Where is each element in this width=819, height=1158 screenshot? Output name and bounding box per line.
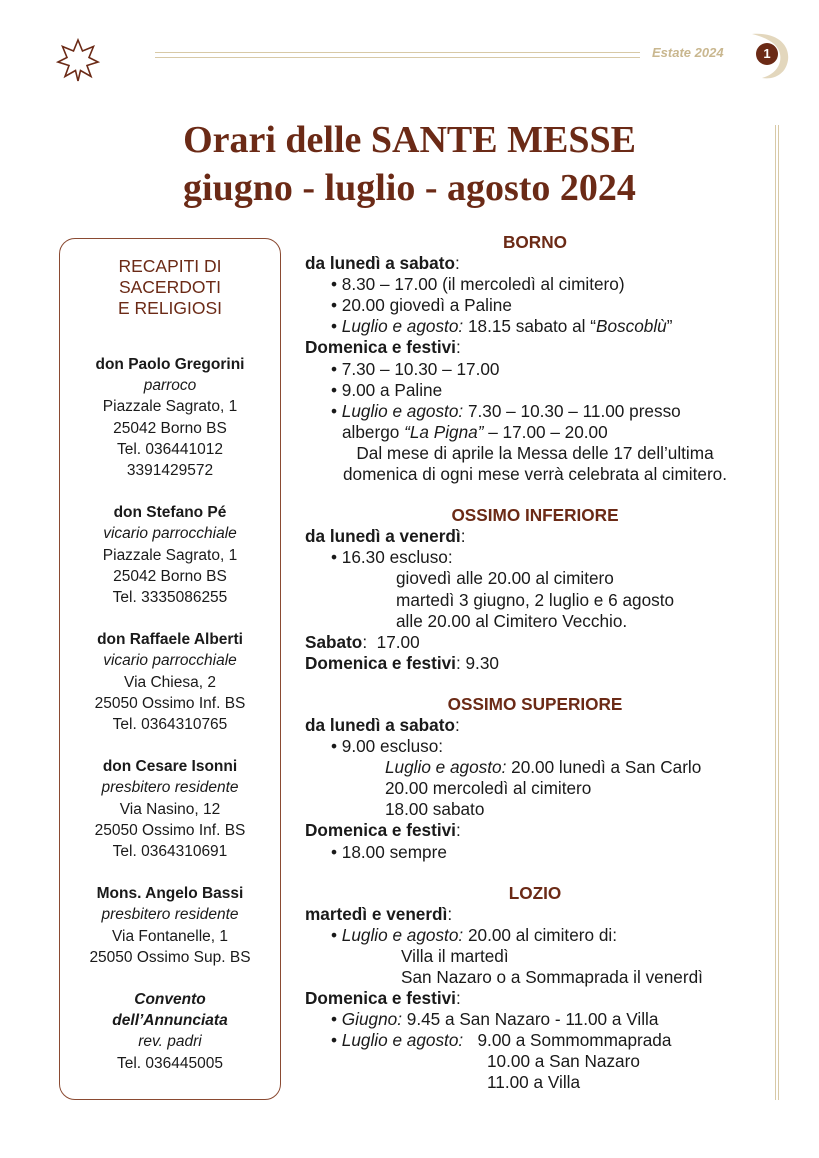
group-heading: Domenica e festivi: [305, 988, 461, 1009]
edition-label: Estate 2024 [652, 45, 724, 60]
contact-phone: Tel. 0364310691 [112, 843, 228, 861]
schedule-line: • Giugno: 9.45 a San Nazaro - 11.00 a Villa [331, 1009, 659, 1030]
group-heading: da lunedì a sabato: [305, 253, 460, 274]
schedule-line: • Luglio e agosto: 9.00 a Sommommaprada [331, 1030, 672, 1051]
contact-card-convent [60, 989, 280, 1074]
schedule-line: • 16.30 escluso: [331, 547, 453, 568]
header-rule [155, 57, 640, 58]
contact-address: Piazzale Sagrato, 1 [102, 398, 238, 416]
contact-address: Via Fontanelle, 1 [111, 927, 229, 945]
contact-name: don Stefano Pé [113, 504, 227, 522]
mass-schedule [305, 232, 765, 1094]
contacts-heading: RECAPITI DI SACERDOTI E RELIGIOSI [117, 256, 223, 318]
right-margin-rule [775, 125, 779, 1100]
schedule-line: • Luglio e agosto: 18.15 sabato al “Boscoblù” [331, 316, 673, 337]
contact-card [60, 756, 280, 862]
contact-name: don Paolo Gregorini [95, 356, 245, 373]
schedule-line: • Luglio e agosto: 20.00 al cimitero di: [331, 924, 617, 945]
schedule-line: 18.00 sabato [385, 799, 485, 820]
group-heading: Domenica e festivi: [305, 820, 461, 841]
section-title-borno: BORNO [503, 232, 567, 252]
schedule-line: • 20.00 giovedì a Paline [331, 295, 512, 316]
schedule-line: • 9.00 a Paline [331, 379, 443, 400]
group-heading: da lunedì a sabato: [305, 714, 460, 735]
contact-card [60, 883, 280, 968]
contact-city: 25042 Borno BS [113, 567, 227, 585]
contact-phone: Tel. 036441012 [116, 440, 223, 458]
contact-card [60, 502, 280, 608]
star-icon [56, 38, 100, 82]
convent-role: rev. padri [138, 1033, 202, 1051]
schedule-line: alle 20.00 al Cimitero Vecchio. [396, 610, 628, 631]
schedule-line: San Nazaro o a Sommaprada il venerdì [401, 967, 703, 987]
schedule-line: • 18.00 sempre [331, 841, 447, 862]
group-heading: da lunedì a venerdì: [305, 526, 466, 547]
contact-city: 25050 Ossimo Inf. BS [94, 821, 246, 839]
contact-card [60, 354, 280, 481]
contact-city: 25050 Ossimo Inf. BS [94, 694, 246, 712]
section-title-ossimo-inferiore: OSSIMO INFERIORE [451, 505, 619, 526]
schedule-line: Villa il martedì [401, 945, 509, 966]
group-heading: Domenica e festivi: [305, 337, 461, 358]
schedule-note: Dal mese di aprile la Messa delle 17 dell’ultima [356, 442, 714, 463]
schedule-line: Domenica e festivi: 9.30 [305, 652, 499, 673]
contact-phone: Tel. 3335086255 [112, 589, 228, 607]
contact-name: don Raffaele Alberti [97, 631, 243, 649]
schedule-line: • 9.00 escluso: [331, 736, 444, 757]
schedule-line: Luglio e agosto: 20.00 lunedì a San Carlo [385, 757, 702, 778]
schedule-note: domenica di ogni mese verrà celebrata al cimitero. [342, 464, 728, 485]
contact-role: vicario parrocchiale [103, 525, 237, 543]
contact-role: parroco [143, 377, 197, 395]
page-title: Orari delle SANTE MESSE [183, 119, 636, 161]
contact-city: 25042 Borno BS [113, 419, 227, 437]
contact-city: 25050 Ossimo Sup. BS [89, 948, 251, 966]
schedule-line: albergo “La Pigna” – 17.00 – 20.00 [342, 421, 608, 442]
page-number: 1 [756, 43, 778, 65]
contacts-box [59, 238, 281, 1100]
schedule-line: giovedì alle 20.00 al cimitero [396, 568, 614, 589]
schedule-line: martedì 3 giugno, 2 luglio e 6 agosto [396, 589, 675, 610]
contact-name: don Cesare Isonni [102, 758, 238, 776]
schedule-line: • 7.30 – 10.30 – 17.00 [331, 358, 500, 379]
schedule-line: • 8.30 – 17.00 (il mercoledì al cimitero) [331, 274, 625, 295]
contact-mobile: 3391429572 [126, 462, 214, 480]
contact-card [60, 629, 280, 735]
section-title-ossimo-superiore: OSSIMO SUPERIORE [447, 693, 623, 714]
contact-phone: Tel. 0364310765 [112, 716, 228, 734]
schedule-line: • Luglio e agosto: 7.30 – 10.30 – 11.00 presso [331, 400, 681, 421]
contact-address: Via Nasino, 12 [119, 800, 221, 818]
page-subtitle: giugno - luglio - agosto 2024 [183, 167, 636, 209]
contact-name: Mons. Angelo Bassi [96, 885, 244, 903]
schedule-line: 20.00 mercoledì al cimitero [385, 778, 592, 799]
section-title-lozio: LOZIO [508, 882, 562, 903]
schedule-line: Sabato: 17.00 [305, 631, 420, 652]
contact-role: vicario parrocchiale [103, 652, 237, 670]
contact-address: Via Chiesa, 2 [124, 673, 216, 691]
contact-role: presbitero residente [101, 779, 239, 797]
schedule-line: 10.00 a San Nazaro [487, 1051, 640, 1072]
group-heading: martedì e venerdì: [305, 903, 453, 924]
convent-phone: Tel. 036445005 [116, 1054, 223, 1072]
convent-name: Convento [134, 991, 206, 1009]
schedule-line: 11.00 a Villa [487, 1072, 581, 1093]
header-rule [155, 52, 640, 53]
contact-role: presbitero residente [101, 906, 239, 924]
contact-address: Piazzale Sagrato, 1 [102, 546, 238, 564]
convent-name: dell’Annunciata [112, 1012, 228, 1030]
